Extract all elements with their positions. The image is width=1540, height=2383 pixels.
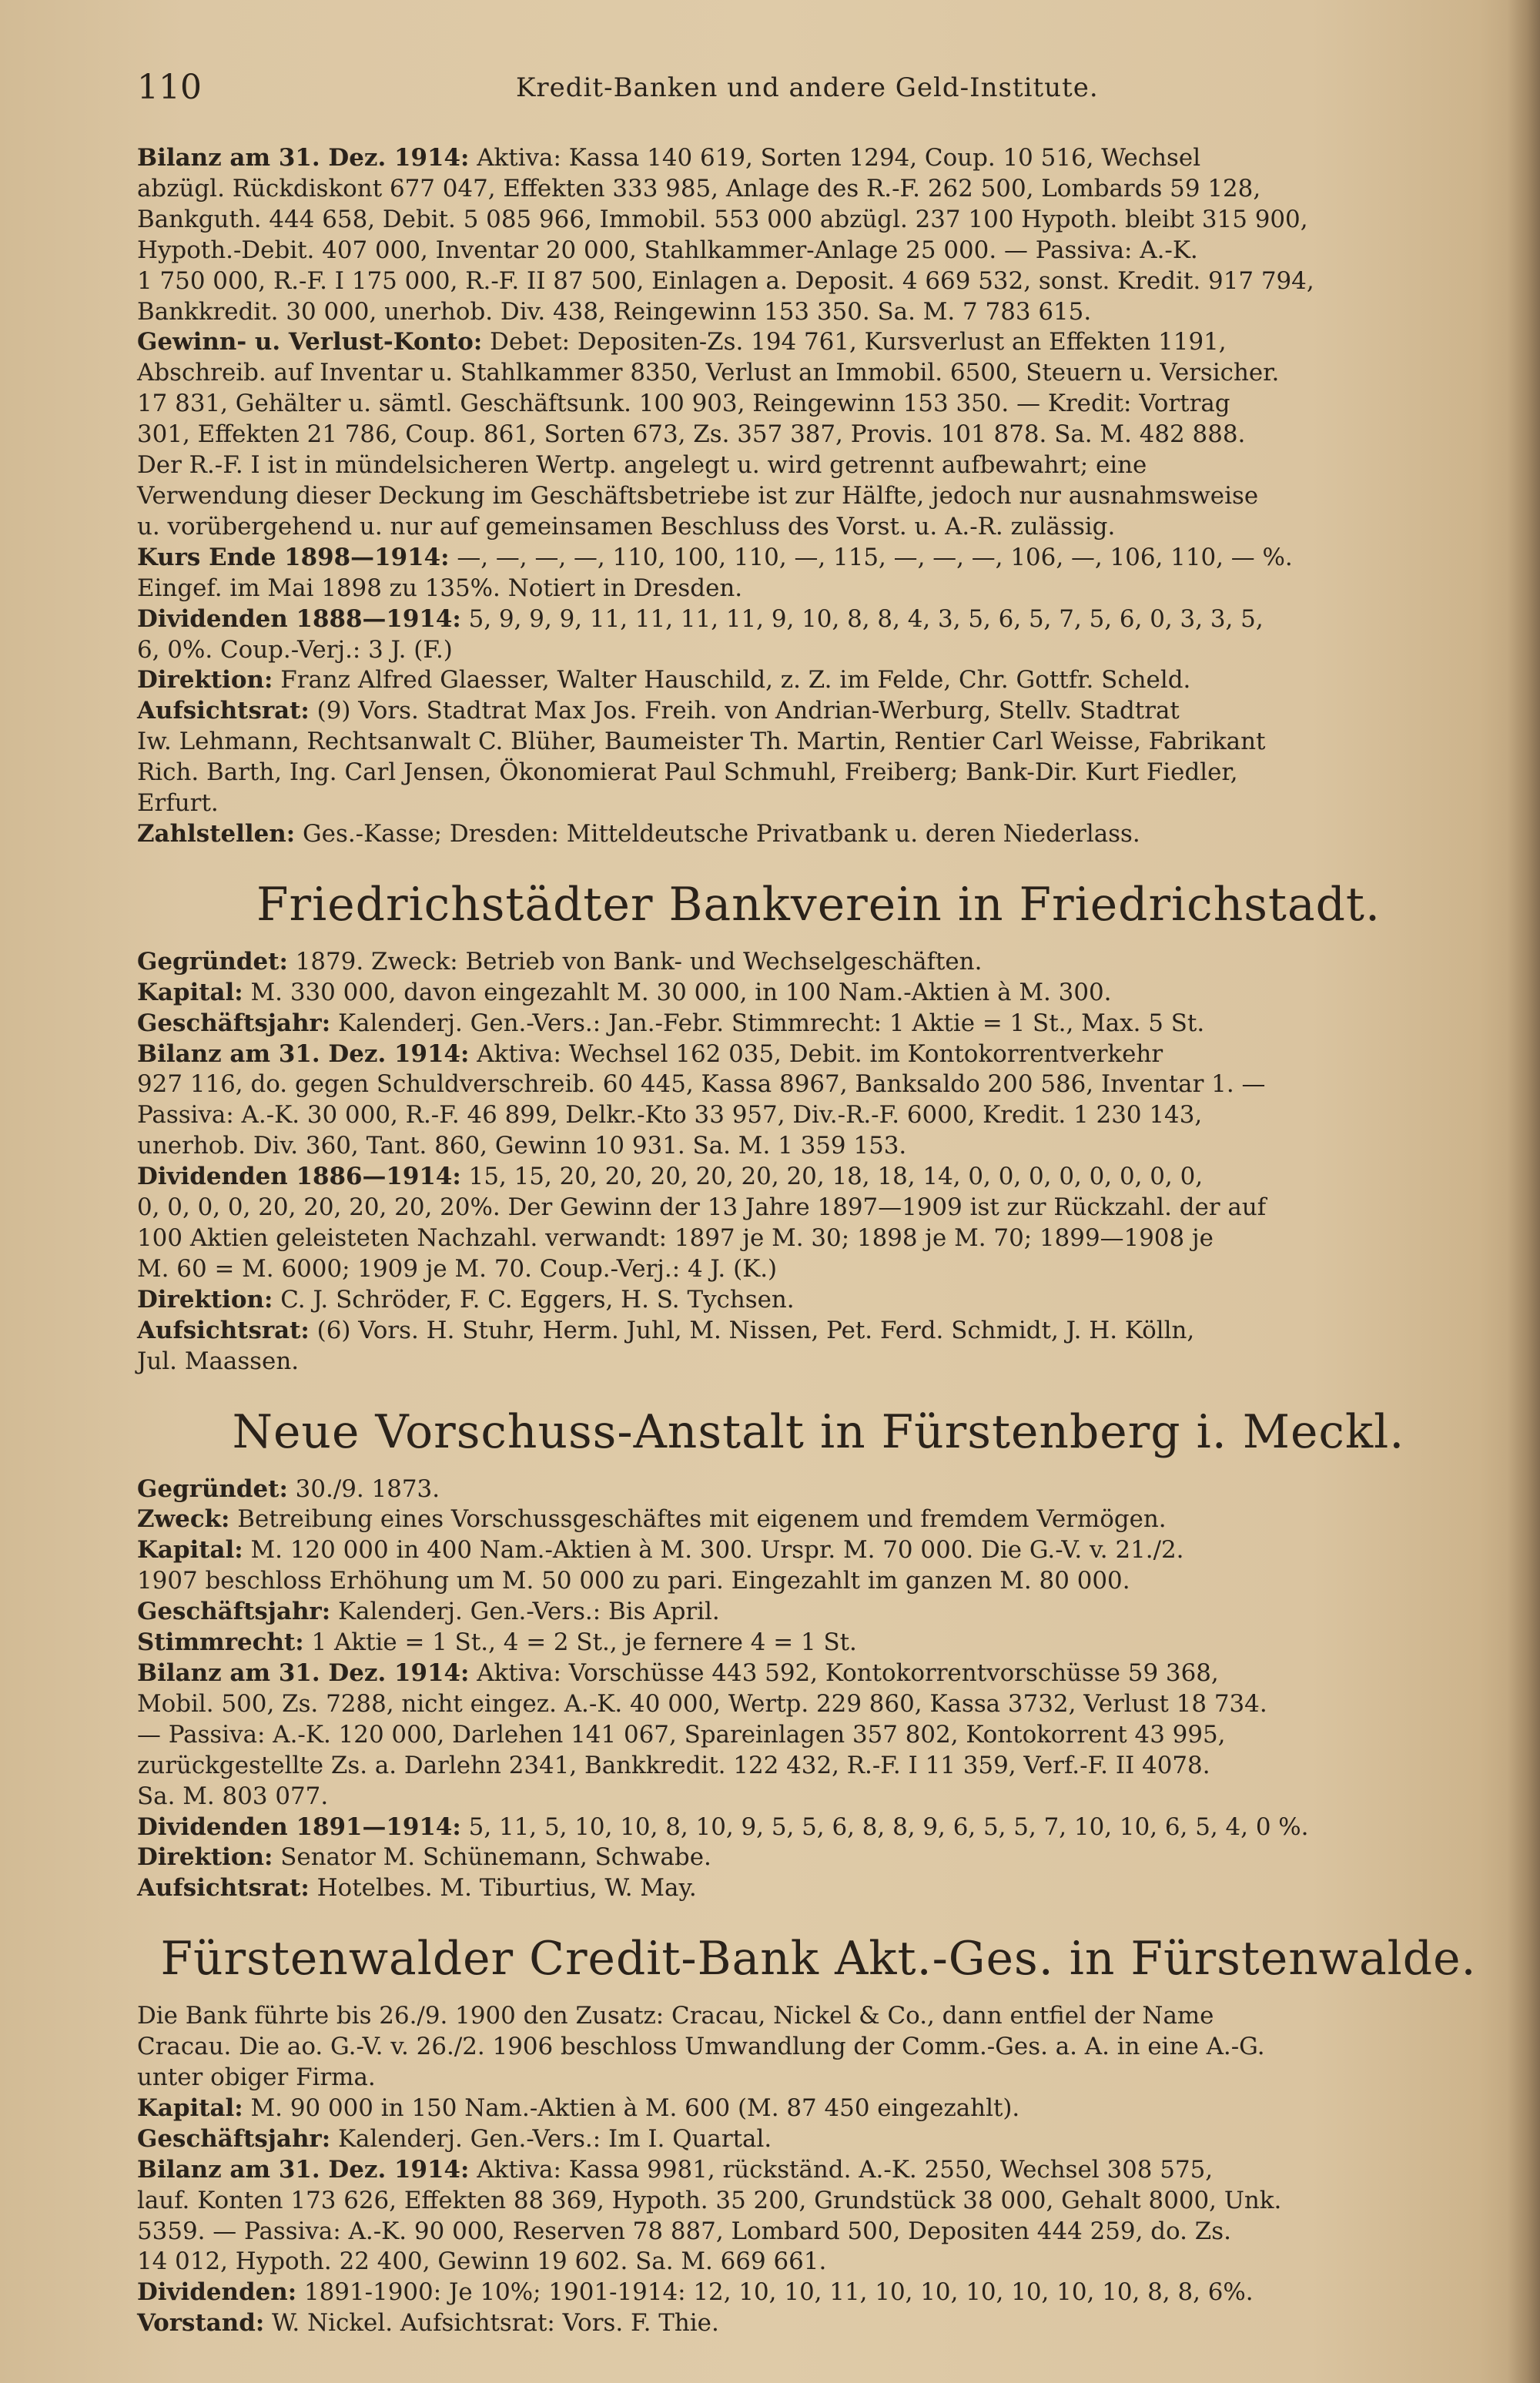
entry-field-label: Gegründet: [137, 1474, 288, 1503]
entry-field-text: Kalenderj. Gen.-Vers.: Bis April. [330, 1598, 720, 1626]
entry-field-text: 0, 0, 0, 0, 20, 20, 20, 20, 20%. Der Gewinn der 13 Jahre 1897—1909 ist zur Rückzahl. der auf [137, 1193, 1267, 1222]
entry-field-text: M. 120 000 in 400 Nam.-Aktien à M. 300. Urspr. M. 70 000. Die G.-V. v. 21./2. [243, 1536, 1184, 1565]
entry-field-label: Bilanz am 31. Dez. 1914: [137, 1039, 470, 1068]
text-line [137, 512, 1500, 543]
entry-field-label: Dividenden: [137, 2278, 297, 2307]
entry-field-text: 5, 9, 9, 9, 11, 11, 11, 11, 9, 10, 8, 8, 4, 3, 5, 6, 5, 7, 5, 6, 0, 3, 3, 5, [460, 604, 1264, 633]
entry-field-label: Vorstand: [137, 2309, 265, 2338]
text-line [137, 2186, 1500, 2217]
text-line [137, 205, 1500, 236]
entry-field-text: Senator M. Schünemann, Schwabe. [273, 1843, 711, 1872]
entry-field-label: Dividenden 1886—1914: [137, 1163, 461, 1191]
text-line [137, 1131, 1500, 1162]
section-friedrichstaedter-bankverein [137, 947, 1500, 1377]
entry-field-text: Franz Alfred Glaesser, Walter Hauschild, z. Z. im Felde, Chr. Gottfr. Scheld. [273, 666, 1191, 694]
entry-field-label: Direktion: [137, 666, 273, 694]
entry-field-label: Direktion: [137, 1843, 273, 1872]
running-title: Kredit-Banken und andere Geld-Institute. [516, 72, 1099, 103]
entry-field-text: abzügl. Rückdiskont 677 047, Effekten 333 985, Anlage des R.-F. 262 500, Lombards 59 128, [137, 174, 1261, 202]
text-line [137, 1069, 1500, 1100]
entry-field-text: (6) Vors. H. Stuhr, Herm. Juhl, M. Nissen, Pet. Ferd. Schmidt, J. H. Kölln, [309, 1316, 1195, 1344]
entry-field-text: 5359. — Passiva: A.-K. 90 000, Reserven 78 887, Lombard 500, Depositen 444 259, do. Zs. [137, 2217, 1231, 2245]
text-line [137, 297, 1500, 328]
text-line [137, 1628, 1500, 1658]
text-line [137, 143, 1500, 174]
text-line [137, 978, 1500, 1009]
entry-field-text: Aktiva: Kassa 9981, rückständ. A.-K. 2550, Wechsel 308 575, [469, 2155, 1214, 2184]
entry-field-text: 15, 15, 20, 20, 20, 20, 20, 20, 18, 18, 14, 0, 0, 0, 0, 0, 0, 0, 0, [460, 1163, 1204, 1191]
entry-field-text: 1907 beschloss Erhöhung um M. 50 000 zu pari. Eingezahlt im ganzen M. 80 000. [137, 1567, 1130, 1595]
entry-field-text: Betreibung eines Vorschussgeschäftes mit eigenem und fremdem Vermögen. [229, 1505, 1167, 1534]
entry-field-label: Bilanz am 31. Dez. 1914: [137, 1658, 470, 1687]
text-line [137, 1100, 1500, 1131]
page-edge-shadow [1508, 0, 1540, 2383]
entry-field-label: Zweck: [137, 1505, 230, 1534]
text-line [137, 1782, 1500, 1812]
section-vorschuss-anstalt-fuerstenberg [137, 1474, 1500, 1905]
text-line [137, 450, 1500, 481]
text-line [137, 327, 1500, 358]
entry-field-text: Der R.-F. I ist in mündelsicheren Wertp. angelegt u. wird getrennt aufbewahrt; eine [137, 451, 1147, 480]
entry-field-text: Die Bank führte bis 26./9. 1900 den Zusatz: Cracau, Nickel & Co., dann entfiel der Name [137, 2002, 1214, 2030]
entry-field-label: Zahlstellen: [137, 819, 296, 848]
entry-field-text: unerhob. Div. 360, Tant. 860, Gewinn 10 931. Sa. M. 1 359 153. [137, 1132, 907, 1160]
entry-field-text: Kalenderj. Gen.-Vers.: Jan.-Febr. Stimmrecht: 1 Aktie = 1 St., Max. 5 St. [330, 1009, 1205, 1037]
text-line [137, 2278, 1500, 2308]
text-line [137, 1474, 1500, 1505]
text-line [137, 1812, 1500, 1843]
section-title-fuerstenberg: Neue Vorschuss-Anstalt in Fürstenberg i. Meckl. [232, 1404, 1405, 1459]
entry-field-text: Cracau. Die ao. G.-V. v. 26./2. 1906 beschloss Umwandlung der Comm.-Ges. a. A. in eine A.-G. [137, 2033, 1265, 2061]
entry-field-text: Ges.-Kasse; Dresden: Mitteldeutsche Privatbank u. deren Niederlass. [295, 819, 1140, 848]
entry-field-text: W. Nickel. Aufsichtsrat: Vors. F. Thie. [264, 2309, 719, 2338]
entry-field-text: M. 90 000 in 150 Nam.-Aktien à M. 600 (M. 87 450 eingezahlt). [243, 2093, 1020, 2122]
entry-field-text: Bankguth. 444 658, Debit. 5 085 966, Immobil. 553 000 abzügl. 237 100 Hypoth. bleibt 315 900, [137, 205, 1308, 233]
entry-field-text: zurückgestellte Zs. a. Darlehn 2341, Bankkredit. 122 432, R.-F. I 11 359, Verf.-F. II 4078. [137, 1751, 1210, 1779]
text-line [137, 1658, 1500, 1689]
page-content [137, 143, 1500, 2339]
entry-field-text: Debet: Depositen-Zs. 194 761, Kursverlust an Effekten 1191, [482, 328, 1227, 356]
text-line [137, 696, 1500, 727]
text-line [137, 2093, 1500, 2124]
entry-field-label: Gewinn- u. Verlust-Konto: [137, 328, 483, 356]
entry-field-label: Geschäftsjahr: [137, 1009, 331, 1037]
entry-field-text: lauf. Konten 173 626, Effekten 88 369, Hypoth. 35 200, Grundstück 38 000, Gehalt 8000, Unk. [137, 2186, 1282, 2214]
entry-field-text: M. 330 000, davon eingezahlt M. 30 000, in 100 Nam.-Aktien à M. 300. [243, 978, 1112, 1006]
entry-field-label: Stimmrecht: [137, 1628, 304, 1657]
text-line [137, 1285, 1500, 1316]
entry-field-text: 30./9. 1873. [287, 1474, 440, 1503]
entry-field-label: Aufsichtsrat: [137, 1316, 310, 1344]
text-line [137, 1039, 1500, 1070]
text-line [137, 174, 1500, 205]
text-line [137, 1597, 1500, 1628]
entry-field-text: Passiva: A.-K. 30 000, R.-F. 46 899, Delkr.-Kto 33 957, Div.-R.-F. 6000, Kredit. 1 230 143, [137, 1101, 1203, 1130]
entry-field-text: C. J. Schröder, F. C. Eggers, H. S. Tychsen. [273, 1285, 795, 1314]
text-line [137, 2217, 1500, 2247]
text-line [137, 604, 1500, 635]
entry-field-text: 1 750 000, R.-F. I 175 000, R.-F. II 87 500, Einlagen a. Deposit. 4 669 532, sonst. Kredit. 917 794, [137, 266, 1314, 295]
text-line [137, 819, 1500, 850]
entry-field-text: Aktiva: Kassa 140 619, Sorten 1294, Coup. 10 516, Wechsel [469, 144, 1201, 172]
entry-field-text: 5, 11, 5, 10, 10, 8, 10, 9, 5, 5, 6, 8, 8, 9, 6, 5, 5, 7, 10, 10, 6, 5, 4, 0 %. [460, 1812, 1309, 1841]
entry-field-label: Geschäftsjahr: [137, 2124, 331, 2153]
text-line [137, 420, 1500, 450]
entry-field-text: — Passiva: A.-K. 120 000, Darlehen 141 067, Spareinlagen 357 802, Kontokorrent 43 995, [137, 1720, 1226, 1749]
entry-field-label: Kapital: [137, 1536, 243, 1565]
text-line [137, 2001, 1500, 2032]
entry-field-text: —, —, —, —, 110, 100, 110, —, 115, —, —, —, 106, —, 106, 110, — %. [449, 543, 1293, 571]
text-line [137, 1751, 1500, 1782]
entry-field-text: Rich. Barth, Ing. Carl Jensen, Ökonomierat Paul Schmuhl, Freiberg; Bank-Dir. Kurt Fiedler, [137, 758, 1238, 787]
entry-field-text: 100 Aktien geleisteten Nachzahl. verwandt: 1897 je M. 30; 1898 je M. 70; 1899—1908 je [137, 1224, 1214, 1252]
entry-field-label: Kapital: [137, 978, 243, 1006]
entry-field-label: Kapital: [137, 2093, 243, 2122]
entry-field-text: (9) Vors. Stadtrat Max Jos. Freih. von Andrian-Werburg, Stellv. Stadtrat [309, 697, 1180, 725]
text-line [137, 543, 1500, 574]
entry-field-text: Hotelbes. M. Tiburtius, W. May. [309, 1874, 697, 1903]
entry-field-text: Abschreib. auf Inventar u. Stahlkammer 8350, Verlust an Immobil. 6500, Steuern u. Versicher. [137, 359, 1280, 387]
text-line [137, 2063, 1500, 2093]
section-title-friedrichstaedter: Friedrichstädter Bankverein in Friedrichstadt. [256, 877, 1381, 932]
entry-field-text: M. 60 = M. 6000; 1909 je M. 70. Coup.-Verj.: 4 J. (K.) [137, 1254, 778, 1283]
text-line [137, 266, 1500, 297]
entry-field-text: 14 012, Hypoth. 22 400, Gewinn 19 602. Sa. M. 669 661. [137, 2247, 827, 2276]
text-line [137, 788, 1500, 819]
text-line [137, 1842, 1500, 1873]
text-line [137, 665, 1500, 696]
entry-field-text: Erfurt. [137, 789, 219, 818]
entry-field-text: 927 116, do. gegen Schuldverschreib. 60 445, Kassa 8967, Banksaldo 200 586, Inventar 1. — [137, 1070, 1266, 1099]
entry-field-label: Dividenden 1888—1914: [137, 604, 461, 633]
entry-field-text: 1 Aktie = 1 St., 4 = 2 St., je fernere 4 = 1 St. [303, 1628, 857, 1657]
entry-field-label: Geschäftsjahr: [137, 1598, 331, 1626]
entry-field-text: Aktiva: Vorschüsse 443 592, Kontokorrentvorschüsse 59 368, [469, 1658, 1219, 1687]
text-line [137, 2032, 1500, 2063]
entry-field-text: Bankkredit. 30 000, unerhob. Div. 438, Reingewinn 153 350. Sa. M. 7 783 615. [137, 297, 1092, 326]
entry-field-label: Bilanz am 31. Dez. 1914: [137, 144, 470, 172]
text-line [137, 1254, 1500, 1285]
text-line [137, 1316, 1500, 1347]
entry-field-text: u. vorübergehend u. nur auf gemeinsamen Beschluss des Vorst. u. A.-R. zulässig. [137, 512, 1116, 541]
entry-field-text: Aktiva: Wechsel 162 035, Debit. im Kontokorrentverkehr [469, 1039, 1163, 1068]
entry-field-text: Eingef. im Mai 1898 zu 135%. Notiert in Dresden. [137, 574, 743, 602]
page-number: 110 [137, 68, 202, 107]
text-line [137, 1720, 1500, 1751]
text-line [137, 1009, 1500, 1039]
text-line [137, 2308, 1500, 2339]
entry-field-text: Iw. Lehmann, Rechtsanwalt C. Blüher, Baumeister Th. Martin, Rentier Carl Weisse, Fabrikant [137, 728, 1266, 756]
entry-field-text: Mobil. 500, Zs. 7288, nicht eingez. A.-K. 40 000, Wertp. 229 860, Kassa 3732, Verlust 18 734. [137, 1689, 1267, 1718]
entry-field-label: Bilanz am 31. Dez. 1914: [137, 2155, 470, 2184]
text-line [137, 481, 1500, 512]
entry-field-text: Sa. M. 803 077. [137, 1782, 329, 1810]
text-line [137, 1223, 1500, 1254]
entry-field-text: 301, Effekten 21 786, Coup. 861, Sorten 673, Zs. 357 387, Provis. 101 878. Sa. M. 482 888. [137, 420, 1246, 449]
entry-field-label: Gegründet: [137, 947, 288, 976]
entry-field-text: Kalenderj. Gen.-Vers.: Im I. Quartal. [330, 2124, 772, 2153]
text-line [137, 2124, 1500, 2155]
text-line [137, 1689, 1500, 1720]
text-line [137, 1504, 1500, 1535]
text-line [137, 2247, 1500, 2278]
section-fuerstenwalder-credit-bank [137, 2001, 1500, 2339]
text-line [137, 1873, 1500, 1904]
entry-field-text: 1891-1900: Je 10%; 1901-1914: 12, 10, 10, 11, 10, 10, 10, 10, 10, 10, 8, 8, 6%. [296, 2278, 1254, 2307]
entry-field-label: Direktion: [137, 1285, 273, 1314]
page-header [137, 68, 1508, 114]
entry-field-text: Jul. Maassen. [137, 1347, 300, 1375]
entry-field-label: Aufsichtsrat: [137, 697, 310, 725]
text-line [137, 758, 1500, 788]
entry-field-text: 17 831, Gehälter u. sämtl. Geschäftsunk. 100 903, Reingewinn 153 350. — Kredit: Vortrag [137, 390, 1230, 418]
text-line [137, 574, 1500, 604]
text-line [137, 1193, 1500, 1223]
entry-field-text: Verwendung dieser Deckung im Geschäftsbetriebe ist zur Hälfte, jedoch nur ausnahmsweise [137, 481, 1259, 510]
text-line [137, 1347, 1500, 1377]
text-line [137, 389, 1500, 420]
text-line [137, 947, 1500, 978]
entry-field-label: Dividenden 1891—1914: [137, 1812, 461, 1841]
text-line [137, 236, 1500, 266]
entry-field-text: 6, 0%. Coup.-Verj.: 3 J. (F.) [137, 635, 453, 664]
text-line [137, 358, 1500, 389]
text-line [137, 1535, 1500, 1566]
entry-field-text: 1879. Zweck: Betrieb von Bank- und Wechselgeschäften. [287, 947, 983, 976]
text-line [137, 1162, 1500, 1193]
text-line [137, 1566, 1500, 1597]
entry-field-label: Kurs Ende 1898—1914: [137, 543, 450, 571]
entry-field-text: Hypoth.-Debit. 407 000, Inventar 20 000, Stahlkammer-Anlage 25 000. — Passiva: A.-K. [137, 236, 1198, 264]
section-title-fuerstenwalde: Fürstenwalder Credit-Bank Akt.-Ges. in Fürstenwalde. [160, 1932, 1477, 1986]
text-line [137, 635, 1500, 666]
section-dresden-bank-entry [137, 143, 1500, 850]
text-line [137, 2155, 1500, 2186]
text-line [137, 727, 1500, 758]
entry-field-text: unter obiger Firma. [137, 2063, 376, 2092]
entry-field-label: Aufsichtsrat: [137, 1874, 310, 1903]
